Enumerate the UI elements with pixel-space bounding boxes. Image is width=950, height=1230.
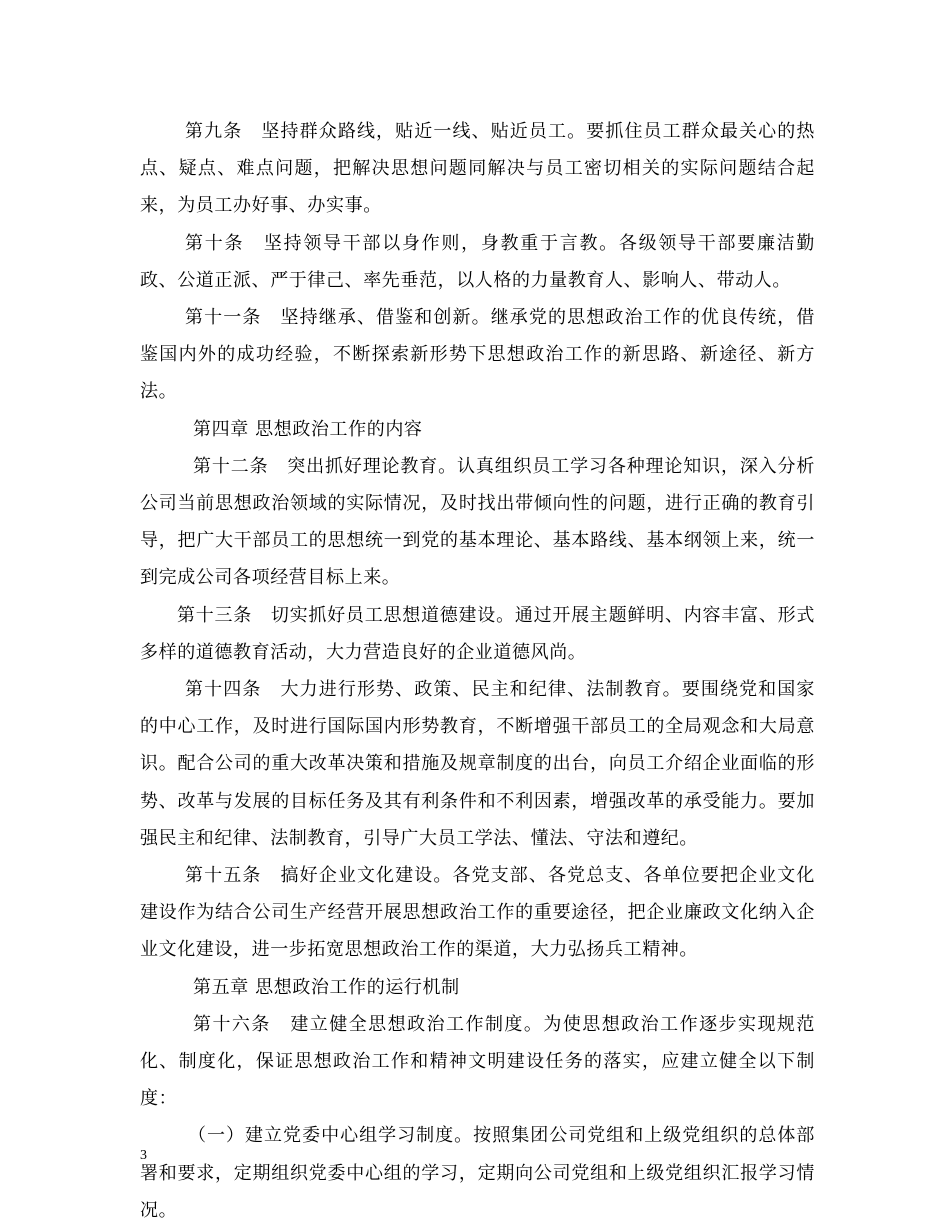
article-14: 第十四条 大力进行形势、政策、民主和纪律、法制教育。要围绕党和国家的中心工作，及时进行国际国内形势教育，不断增强干部员工的全局观念和大局意识。配合公司的重大改革决策和措施及规章制度的出台，向员工介绍企业面临的形势、改革与发展的目标任务及其有利条件和不利因素，增强改革的承受能力。要加强民主和纪律、法制教育，引导广大员工学法、懂法、守法和遵纪。 [140, 679, 815, 849]
article-12: 第十二条 突出抓好理论教育。认真组织员工学习各种理论知识，深入分析公司当前思想政治领域的实际情况，及时找出带倾向性的问题，进行正确的教育引导，把广大干部员工的思想统一到党的基本理论、基本路线、基本纲领上来，统一到完成公司各项经营目标上来。 [140, 455, 815, 589]
article-15: 第十五条 搞好企业文化建设。各党支部、各党总支、各单位要把企业文化建设作为结合公司生产经营开展思想政治工作的重要途径，把企业廉政文化纳入企业文化建设，进一步拓宽思想政治工作的渠道，大力弘扬兵工精神。 [140, 865, 815, 961]
article-16: 第十六条 建立健全思想政治工作制度。为使思想政治工作逐步实现规范化、制度化，保证思想政治工作和精神文明建设任务的落实，应建立健全以下制度： [140, 1013, 815, 1110]
article-11: 第十一条 坚持继承、借鉴和创新。继承党的思想政治工作的优良传统，借鉴国内外的成功经验，不断探索新形势下思想政治工作的新思路、新途径、新方法。 [140, 307, 815, 403]
article-10: 第十条 坚持领导干部以身作则，身教重于言教。各级领导干部要廉洁勤政、公道正派、严于律己、率先垂范，以人格的力量教育人、影响人、带动人。 [140, 232, 815, 291]
document-body [140, 113, 815, 1229]
page-number: 3 [140, 1148, 147, 1163]
article-16-item-1: （一）建立党委中心组学习制度。按照集团公司党组和上级党组织的总体部署和要求，定期组织党委中心组的学习，定期向公司党组和上级党组织汇报学习情况。 [140, 1125, 815, 1221]
article-9: 第九条 坚持群众路线，贴近一线、贴近员工。要抓住员工群众最关心的热点、疑点、难点问题，把解决思想问题同解决与员工密切相关的实际问题结合起来，为员工办好事、办实事。 [140, 121, 815, 217]
article-13: 第十三条 切实抓好员工思想道德建设。通过开展主题鲜明、内容丰富、形式多样的道德教育活动，大力营造良好的企业道德风尚。 [140, 604, 815, 663]
chapter-5-heading: 第五章 思想政治工作的运行机制 [193, 976, 460, 998]
chapter-4-heading: 第四章 思想政治工作的内容 [193, 418, 423, 440]
